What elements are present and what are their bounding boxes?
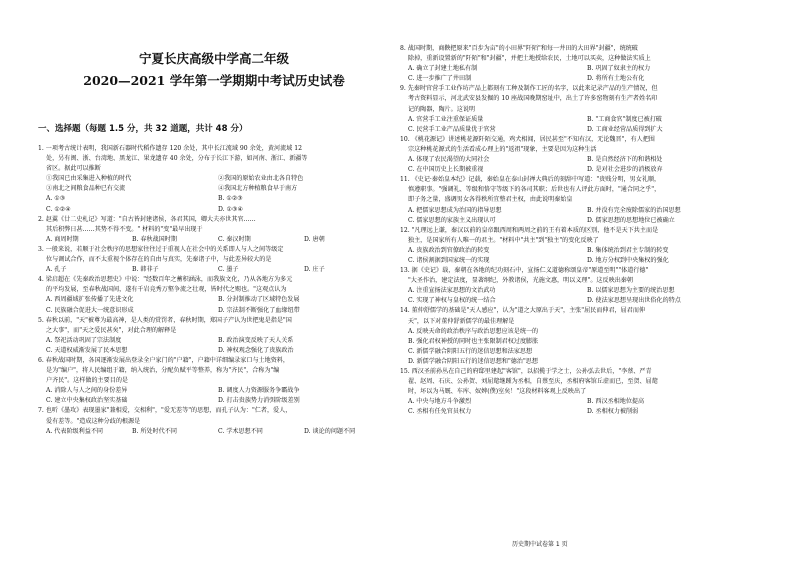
options — [400, 286, 766, 306]
question-stem-line: 3. 一般来说，若顺于社会秩序的思想家往往过于重视人在社会中的关系即人与人之间等级定 — [38, 245, 284, 253]
option: C. 丞相有任免官员权力 — [408, 408, 472, 416]
question — [400, 367, 766, 417]
question-stem-line: 位与调试合作，而不太重视个体存在的自由与真实，先秦诸子中，与此差异较大的是 — [46, 256, 272, 264]
option: A. 确立了封建土地私有制 — [408, 65, 478, 73]
question — [400, 135, 766, 175]
question — [38, 406, 390, 436]
option: A. 代表阶级利益不同 — [46, 427, 104, 435]
section-heading: 一、选择题（每题 1.5 分，共 32 道题，共计 48 分） — [38, 124, 248, 134]
option: D. 唐朝 — [304, 235, 325, 243]
option: B. 分封制推动了区域特色发展 — [218, 296, 300, 304]
option: B. 强化君权神授的同时也主张限制君权过度膨胀 — [408, 337, 539, 345]
option: B. 调度人力资源服务争霸战争 — [218, 387, 300, 395]
option: C. 秦汉时期 — [218, 235, 251, 243]
question-stem-line: 6. 春秋战国时期，各国逐渐发展出登录全户家门的"户籍"，户籍中详细编录家口与土地资料， — [38, 356, 290, 364]
option: B. ①②③ — [218, 195, 243, 203]
question — [400, 44, 766, 84]
option: ①我国已由采集进入种植的时代 — [46, 175, 132, 183]
option: C. 墨子 — [218, 266, 239, 274]
page-footer: 历史期中试卷第 1 页 — [512, 541, 568, 548]
option: B. "工商食官"制度已被打破 — [587, 115, 662, 123]
option: D. 将所有土地公有化 — [587, 75, 645, 83]
exam-title: 2020—2021 学年第一学期期中考试历史试卷 — [83, 73, 345, 88]
question-stem-line: 慎遵职事。"强调礼、等级和恪守等级下的各司其职；后世也有人评此方面时，"通合同之乎"， — [408, 186, 661, 194]
question — [400, 306, 766, 367]
question-stem-line: 是为"编户"，将人民编组于籍，纳入统治，分配负赋平等整养，称为"齐民"，合称为"编 — [46, 367, 280, 375]
question — [400, 175, 766, 225]
option: C. 在中国历史上长期被重视 — [408, 166, 484, 174]
options — [38, 295, 390, 315]
question-stem-line: 的平均发展，至春秋战国间，遂有千岩竞秀万壑争流之壮观，皆时代之赐也。"这观点认为 — [46, 286, 287, 294]
question-stem-line: 4. 梁启超在《先秦政治思想史》中说："经数百年之蓄积涵泳，而我族文化，乃从各地方为多元 — [38, 276, 293, 284]
option: C. 建立中央集权政治坚实基础 — [46, 397, 128, 405]
option: B. 韩非子 — [132, 266, 159, 274]
option: A. 官营手工业注重保证质量 — [408, 115, 484, 123]
options — [38, 174, 390, 214]
question-stem-line: 9. 先秦时官营手工业作坊产品上都刻有工种及制作工匠的名字，以此来记录产品的生产情况，但 — [400, 85, 658, 93]
option: B. 西汉丞相地位提高 — [587, 398, 645, 406]
question-stem-line: 户齐民"。这样做的主要目的是 — [46, 377, 129, 385]
question-stem-line: 爱有差等。"造成这种分歧的根源是 — [46, 417, 141, 425]
option: D. 工商业经营品质得到扩大 — [587, 125, 663, 133]
option: A. 把儒家思想成为治国的指导思想 — [408, 206, 502, 214]
question-stem-line: 考古资料显示，河北武安县发掘的 10 座战国晚期窑址中，出土了许多窑物刻有生产者姓名印 — [408, 95, 658, 103]
option: ④我国北方种植粮食早于南方 — [218, 185, 298, 193]
option: A. 反映天命的政治秩序与政治思想应该是统一的 — [408, 327, 539, 335]
question — [38, 245, 390, 275]
options — [38, 427, 390, 437]
question — [400, 266, 766, 306]
options — [38, 386, 390, 406]
options — [38, 265, 390, 275]
question-stem-line: 之大事"，而"天之爱民甚矣"，对此合理的解释是 — [46, 326, 177, 334]
question-stem-line: 11. 《史记·秦始皇本纪》记载，秦始皇在泰山封禅大典后的刻辞中写道："贵贱分明，男女礼顺， — [400, 176, 661, 184]
option: B. 并没有完全废除儒家的治国思想 — [587, 206, 681, 214]
option: D. 打击贵族势力消弭阶级差别 — [218, 397, 300, 405]
option: D. 地方分权到中央集权的强化 — [587, 256, 669, 264]
options — [400, 327, 766, 367]
option: D. 谈论的问题不同 — [304, 427, 356, 435]
question-stem-line: 即子务之量，盛调男女各得秩所宜整君主权，由此说明秦始皇 — [408, 196, 573, 204]
question-stem-line: 1. 一项考古统计表明，我国新石器时代稻作遗存 120 余处，其中长江流域 90 余处，黄河流域 12 — [38, 145, 302, 152]
question-stem-line: 8. 战国时期，商鞅把原来"百步为亩"的小田界"阡陌"和每一井田的大田界"封疆"，统统破 — [400, 45, 638, 52]
option: D. 使法家思想呈现出世俗化的特点 — [587, 297, 681, 305]
options — [38, 336, 390, 356]
question-stem-line: 记的陶器，陶片。这说明 — [408, 105, 476, 113]
question — [38, 356, 390, 406]
question-stem-line: 5. 春秋以前，"天"被尊为最高神，是人类的赏罚者，春秋时期，郑国子产认为世把鬼是指是"国 — [38, 316, 292, 324]
question — [38, 144, 390, 215]
options — [400, 64, 766, 84]
option: A. 体现了农民渴望的大同社会 — [408, 156, 490, 164]
option: C. 学术思想不同 — [218, 427, 263, 435]
question-stem-line: 7. 也听《墨攻》表现墨家"兼相爱，交相利"，"爱无差等"的思想，而孔子认为："仁者，爱人， — [38, 407, 292, 415]
option: A. 商周时期 — [46, 235, 79, 243]
options — [400, 155, 766, 175]
option: C. 天道权威渐发展了民本思想 — [46, 346, 128, 354]
option: C. 民族融合促进大一统意识形成 — [46, 306, 134, 314]
option: ②我国的原始农业由北各自特色 — [218, 175, 304, 183]
option: B. 是自然经济下的和谐相处 — [587, 156, 663, 164]
question-stem-line: 除掉，重新设置新的"阡陌"和"封疆"，并把土地授给农民，土地可以买卖，这种做法实质上 — [408, 55, 651, 63]
right-column — [400, 0, 766, 561]
question-stem-line: 省区。据此可以推断 — [46, 165, 101, 173]
question-stem-line: "大圣作治，建定法度，显著纲纪，外教诸侯，光施文惠，明以义理"。这反映出秦朝 — [408, 277, 633, 285]
option: A. 贵族政治到官僚政治的转变 — [408, 246, 490, 254]
option: ③南北之间粮食品种已有交流 — [46, 185, 126, 193]
option: A. 西周疆域扩张传播了先进文化 — [46, 296, 134, 304]
option: A. 中央与地方斗争激烈 — [408, 398, 472, 406]
options — [400, 115, 766, 135]
option: C. 新儒学融合阴阳五行的迷信思想和法家思想 — [408, 347, 533, 355]
question-stem-line: 处，另有闽、浙、台湾地、黑龙江、果龙遗存 40 余处，分布于长江下游，如河南、浙江、新疆等 — [46, 155, 308, 163]
question — [400, 84, 766, 134]
question-stem-line: 其后积弊日甚……其势不得不变。" 材料的"变"最早出现于 — [46, 225, 203, 233]
option: A. 孔子 — [46, 266, 67, 274]
question-stem-line: 13. 据《史记》载，秦朝在各地的纪功刻石中，宣扬仁义道德称颂皇帝"原道至明""体道行德" — [400, 267, 649, 275]
options — [400, 206, 766, 226]
option: C. 实现了神权与皇权的统一结合 — [408, 297, 496, 305]
question-stem-line: 10. 《桃花源记》讲述桃花源阡陌交通，鸡犬相闻，居民甚至"不知有汉，无论魏晋"，有人把围 — [400, 135, 655, 143]
option: D. 新儒学融合阴阳五行的迷信思想和"德治"思想 — [408, 357, 538, 365]
question-stem-line: 独主，是国家所有人唯一的君主。"材料中"共主"到"独主"的变化反映了 — [408, 236, 599, 244]
option: C. 进一步推广了井田制 — [408, 75, 472, 83]
question-stem-line: 宗这种桃花源式的生活看成心理上的"返祖"现象，主要是因为这种生活 — [408, 145, 597, 153]
option: B. 春秋战国时期 — [132, 235, 177, 243]
right-questions — [400, 44, 766, 417]
option: C. 诸侯割据到国家统一的实现 — [408, 256, 490, 264]
question-stem-line: 时，坏以为马厩、车库、奴婢(僕)室矣！"这段材料客观上反映出了 — [408, 388, 587, 396]
option: B. 以儒家思想为主要的统治思想 — [587, 287, 675, 295]
option: A. 注重宣扬法家思想的文治武功 — [408, 287, 496, 295]
question — [38, 316, 390, 356]
option: C. ①②④ — [46, 205, 71, 213]
options — [400, 397, 766, 417]
option: B. 所处时代不同 — [132, 427, 177, 435]
question-stem-line: 12. "凡理远上谦，秦汉以前的皇帝跟西周和两周之前的王有着本质的区别，他不是天下共主而是 — [400, 226, 659, 234]
question-stem-line: 15. 西汉圣前孙丛在自己的府邸里建起"客馆"，以招揽于学之士，公孙弘去世后，"李蔡、严青 — [400, 368, 652, 375]
question — [38, 215, 390, 245]
option: A. 消除人与人之间的身份差异 — [46, 387, 128, 395]
option: D. 儒家思想的思想地位已被确立 — [587, 216, 675, 224]
option: D. 庄子 — [304, 266, 325, 274]
question — [38, 275, 390, 315]
option: D. ①③④ — [218, 205, 243, 213]
option: B. 巩固了奴隶主的权力 — [587, 65, 651, 73]
question-stem-line: 2. 赵翼《廿二史札记》写道："自古皆封建诸侯，各君其国，卿大夫亦世其官…… — [38, 215, 256, 223]
school-title: 宁夏长庆高级中学高二年级 — [138, 51, 289, 66]
option: C. 民营手工业产品质量优于官营 — [408, 125, 496, 133]
options — [38, 235, 390, 245]
option: A. 祭祀活动巩固了宗法制度 — [46, 336, 122, 344]
option: B. 政治演变反映了天人关系 — [218, 336, 294, 344]
left-questions — [38, 144, 390, 437]
option: D. 宗法制不断强化了血缘纽带 — [218, 306, 300, 314]
option: D. 是对社会进步的消极放弃 — [587, 166, 663, 174]
question-stem-line: 翟、赵周、石庆、公孙贺、刘屈氂继踵为丞相，自蔡至庆，丞相府客馆丘虚而已，至贺、屈氂 — [408, 378, 658, 386]
left-column — [38, 0, 390, 561]
option: C. 儒家思想的家族主义出现认可 — [408, 216, 496, 224]
question-stem-line: 14. 董仲舒儒学的基础是"天人感应"，认为"道之大原出于天"，主张"屈民而伸君，屈君而伸 — [400, 307, 646, 315]
option: A. ①③ — [46, 195, 66, 203]
options — [400, 246, 766, 266]
option: D. 神权观念强化了贵族政治 — [218, 346, 294, 354]
question-stem-line: 天"，以下对董仲舒新儒学的最佳理解是 — [408, 317, 515, 325]
question — [400, 226, 766, 266]
option: B. 集体统治到君主专制的转变 — [587, 246, 669, 254]
option: D. 丞相权力被削弱 — [587, 408, 639, 416]
